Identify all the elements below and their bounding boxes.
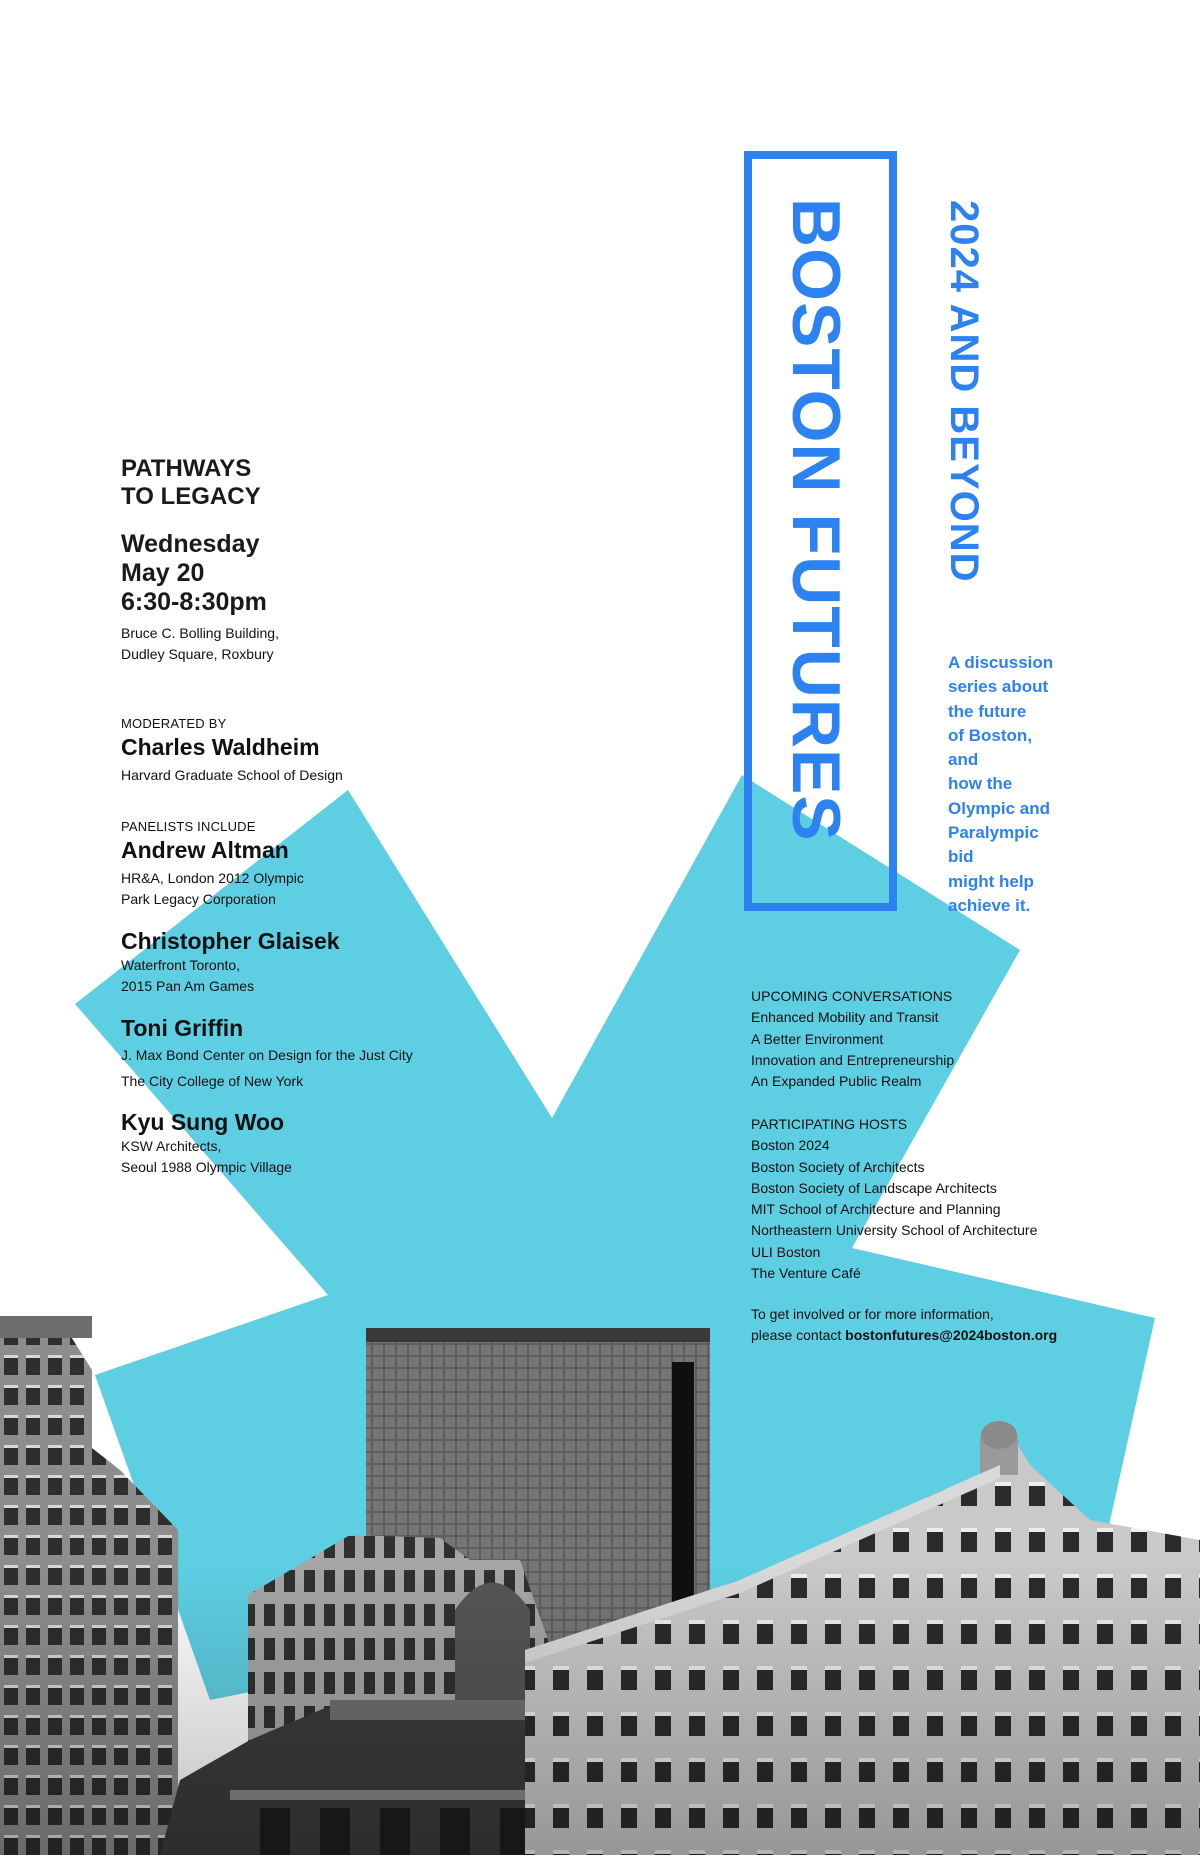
event-datetime — [121, 530, 267, 617]
panelists-label: PANELISTS INCLUDE — [121, 819, 256, 834]
main-title: BOSTON FUTURES — [778, 198, 854, 842]
panelist-name: Toni Griffin — [121, 1015, 244, 1041]
panelist-affiliation: HR&A, London 2012 Olympic — [121, 870, 304, 886]
panelist-name: Christopher Glaisek — [121, 928, 340, 954]
description-line: the future — [948, 701, 1027, 721]
description-line: series about — [948, 677, 1049, 697]
series-title-line1: PATHWAYS — [121, 455, 252, 482]
venue-line2: Dudley Square, Roxbury — [121, 646, 274, 662]
panelist — [121, 927, 413, 997]
description-line: bid — [948, 847, 974, 867]
panelist-affiliation: J. Max Bond Center on Design for the Just City — [121, 1047, 413, 1063]
upcoming-item: A Better Environment — [751, 1030, 884, 1047]
event-venue — [121, 623, 279, 665]
subtitle: 2024 AND BEYOND — [942, 200, 986, 583]
hosts-label: PARTICIPATING HOSTS — [751, 1116, 908, 1132]
contact-email-link[interactable]: bostonfutures@2024boston.org — [845, 1327, 1058, 1344]
event-series — [121, 455, 261, 511]
description-line: achieve it. — [948, 895, 1031, 915]
moderator-name: Charles Waldheim — [121, 734, 320, 760]
description-line: Paralympic — [948, 823, 1039, 843]
panelist — [121, 1014, 413, 1094]
panelist-affiliation: 2015 Pan Am Games — [121, 978, 255, 994]
description-line: of Boston, — [948, 725, 1033, 745]
description-line: might help — [948, 871, 1034, 891]
upcoming-item: Innovation and Entrepreneurship — [751, 1051, 955, 1068]
upcoming-item: Enhanced Mobility and Transit — [751, 1009, 939, 1026]
contact-info — [751, 1304, 1057, 1347]
host-item: Northeastern University School of Architecture — [751, 1222, 1038, 1239]
upcoming-conversations — [751, 986, 954, 1092]
description — [948, 651, 1053, 918]
panelist-affiliation: The City College of New York — [121, 1073, 304, 1089]
contact-line1: To get involved or for more information, — [751, 1306, 994, 1322]
participating-hosts — [751, 1114, 1037, 1284]
venue-line1: Bruce C. Bolling Building, — [121, 625, 279, 641]
upcoming-label: UPCOMING CONVERSATIONS — [751, 988, 953, 1004]
panelist-affiliation: Seoul 1988 Olympic Village — [121, 1159, 292, 1175]
panelist-name: Andrew Altman — [121, 837, 289, 863]
upcoming-item: An Expanded Public Realm — [751, 1073, 922, 1090]
contact-prefix: please contact — [751, 1327, 846, 1344]
series-title-line2: TO LEGACY — [121, 483, 261, 510]
panelist-affiliation: KSW Architects, — [121, 1138, 222, 1154]
panelist-affiliation: Waterfront Toronto, — [121, 957, 241, 973]
host-item: Boston Society of Landscape Architects — [751, 1179, 997, 1196]
host-item: Boston 2024 — [751, 1137, 830, 1154]
event-date: May 20 — [121, 559, 205, 587]
description-line: and — [948, 750, 979, 770]
panelist — [121, 1108, 413, 1178]
description-line: Olympic and — [948, 798, 1051, 818]
event-day: Wednesday — [121, 530, 260, 558]
description-line: A discussion — [948, 653, 1054, 672]
panelist-name: Kyu Sung Woo — [121, 1109, 285, 1135]
host-item: MIT School of Architecture and Planning — [751, 1201, 1001, 1218]
moderator-label: MODERATED BY — [121, 716, 227, 731]
panelist — [121, 836, 413, 910]
moderator-affiliation: Harvard Graduate School of Design — [121, 767, 343, 783]
event-time: 6:30-8:30pm — [121, 588, 267, 616]
panelists-block — [121, 818, 413, 1178]
host-item: Boston Society of Architects — [751, 1158, 925, 1175]
description-line: how the — [948, 774, 1013, 794]
host-item: ULI Boston — [751, 1243, 821, 1260]
moderator-block — [121, 715, 343, 786]
contact-line2 — [751, 1325, 1057, 1346]
panelist-affiliation: Park Legacy Corporation — [121, 891, 276, 907]
host-item: The Venture Café — [751, 1265, 861, 1282]
